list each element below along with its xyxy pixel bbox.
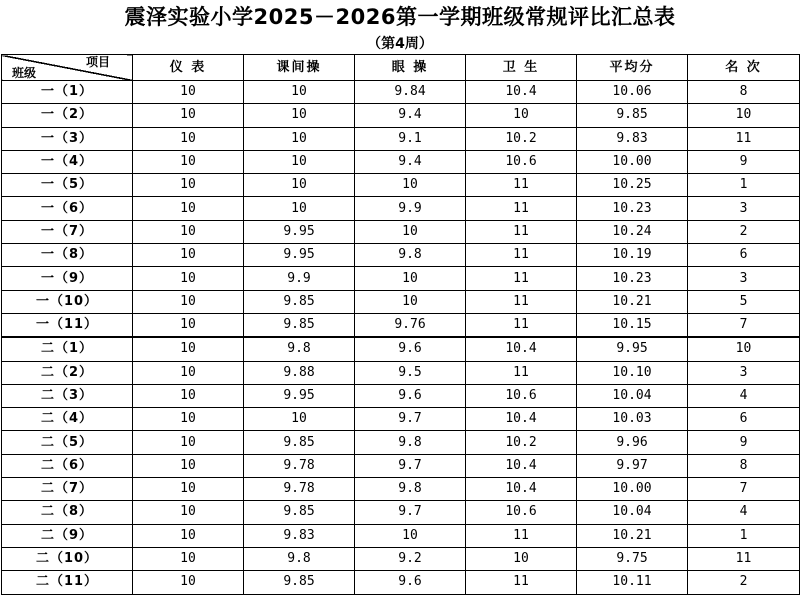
average-cell: 10.03 [577,408,688,431]
hygiene-cell: 10.4 [466,81,577,104]
exercise-cell: 9.78 [244,478,355,501]
hygiene-cell: 10 [466,547,577,570]
eye-exercise-cell: 9.1 [355,127,466,150]
corner-label-item: 项目 [85,55,110,69]
eye-exercise-cell: 10 [355,524,466,547]
appearance-cell: 10 [133,337,244,361]
table-row [2,408,800,431]
appearance-cell: 10 [133,290,244,313]
average-cell: 10.23 [577,267,688,290]
class-name-cell: 一（9） [2,267,133,290]
table-row [2,81,800,104]
rank-cell: 4 [688,384,800,407]
appearance-cell: 10 [133,478,244,501]
rank-cell: 10 [688,104,800,127]
table-row [2,337,800,361]
class-name-cell: 二（7） [2,478,133,501]
average-cell: 9.95 [577,337,688,361]
hygiene-cell: 10.6 [466,384,577,407]
exercise-cell: 10 [244,104,355,127]
appearance-cell: 10 [133,267,244,290]
rank-cell: 8 [688,454,800,477]
appearance-cell: 10 [133,384,244,407]
ranking-table [1,54,800,595]
class-name-cell: 一（8） [2,244,133,267]
average-cell: 10.23 [577,197,688,220]
corner-header-cell [2,55,133,81]
appearance-cell: 10 [133,174,244,197]
class-name-cell: 一（6） [2,197,133,220]
appearance-cell: 10 [133,244,244,267]
class-name-cell: 二（1） [2,337,133,361]
eye-exercise-cell: 9.6 [355,337,466,361]
rank-cell: 11 [688,547,800,570]
rank-cell: 2 [688,571,800,594]
average-cell: 10.11 [577,571,688,594]
eye-exercise-cell: 9.6 [355,384,466,407]
document-title: 震泽实验小学2025－2026第一学期班级常规评比汇总表 [124,5,676,29]
exercise-cell: 9.8 [244,337,355,361]
average-cell: 10.10 [577,361,688,384]
corner-label-class: 班级 [12,66,37,80]
eye-exercise-cell: 9.76 [355,313,466,337]
exercise-cell: 10 [244,150,355,173]
class-name-cell: 一（5） [2,174,133,197]
hygiene-cell: 10.4 [466,408,577,431]
table-row [2,244,800,267]
exercise-cell: 9.88 [244,361,355,384]
rank-cell: 10 [688,337,800,361]
class-name-cell: 二（10） [2,547,133,570]
rank-cell: 1 [688,174,800,197]
appearance-cell: 10 [133,408,244,431]
exercise-cell: 9.95 [244,384,355,407]
average-cell: 10.04 [577,384,688,407]
rank-cell: 1 [688,524,800,547]
rank-cell: 3 [688,197,800,220]
hygiene-cell: 11 [466,174,577,197]
average-cell: 10.24 [577,220,688,243]
hygiene-cell: 10.2 [466,127,577,150]
table-row [2,174,800,197]
exercise-cell: 10 [244,81,355,104]
appearance-cell: 10 [133,501,244,524]
column-header-average: 平均分 [577,55,688,81]
exercise-cell: 10 [244,174,355,197]
exercise-cell: 10 [244,408,355,431]
class-name-cell: 二（6） [2,454,133,477]
table-row [2,104,800,127]
appearance-cell: 10 [133,431,244,454]
average-cell: 10.15 [577,313,688,337]
column-header-rank: 名 次 [688,55,800,81]
appearance-cell: 10 [133,220,244,243]
appearance-cell: 10 [133,127,244,150]
class-name-cell: 一（2） [2,104,133,127]
average-cell: 10.04 [577,501,688,524]
rank-cell: 6 [688,244,800,267]
week-subtitle: （第4周） [367,36,433,52]
table-row [2,150,800,173]
eye-exercise-cell: 9.7 [355,501,466,524]
rank-cell: 5 [688,290,800,313]
hygiene-cell: 10.4 [466,454,577,477]
eye-exercise-cell: 9.5 [355,361,466,384]
table-row [2,127,800,150]
eye-exercise-cell: 9.9 [355,197,466,220]
table-row [2,197,800,220]
table-row [2,267,800,290]
hygiene-cell: 11 [466,267,577,290]
average-cell: 10.19 [577,244,688,267]
average-cell: 9.96 [577,431,688,454]
eye-exercise-cell: 10 [355,267,466,290]
eye-exercise-cell: 9.7 [355,454,466,477]
appearance-cell: 10 [133,197,244,220]
hygiene-cell: 11 [466,290,577,313]
hygiene-cell: 10.2 [466,431,577,454]
exercise-cell: 9.83 [244,524,355,547]
class-name-cell: 一（1） [2,81,133,104]
column-header-appearance: 仪 表 [133,55,244,81]
rank-cell: 3 [688,267,800,290]
eye-exercise-cell: 9.2 [355,547,466,570]
eye-exercise-cell: 9.7 [355,408,466,431]
rank-cell: 7 [688,313,800,337]
appearance-cell: 10 [133,104,244,127]
average-cell: 9.85 [577,104,688,127]
appearance-cell: 10 [133,454,244,477]
class-name-cell: 一（3） [2,127,133,150]
table-row [2,220,800,243]
table-row [2,361,800,384]
eye-exercise-cell: 9.8 [355,431,466,454]
appearance-cell: 10 [133,524,244,547]
appearance-cell: 10 [133,313,244,337]
table-row [2,454,800,477]
appearance-cell: 10 [133,150,244,173]
rank-cell: 8 [688,81,800,104]
rank-cell: 3 [688,361,800,384]
eye-exercise-cell: 9.8 [355,478,466,501]
exercise-cell: 9.9 [244,267,355,290]
table-row [2,571,800,594]
table-row [2,290,800,313]
appearance-cell: 10 [133,361,244,384]
eye-exercise-cell: 9.84 [355,81,466,104]
average-cell: 9.83 [577,127,688,150]
class-name-cell: 一（11） [2,313,133,337]
appearance-cell: 10 [133,571,244,594]
table-row [2,501,800,524]
class-name-cell: 二（9） [2,524,133,547]
appearance-cell: 10 [133,547,244,570]
hygiene-cell: 10.4 [466,337,577,361]
exercise-cell: 9.78 [244,454,355,477]
table-row [2,547,800,570]
hygiene-cell: 10 [466,104,577,127]
column-header-eye-exercise: 眼 操 [355,55,466,81]
hygiene-cell: 11 [466,524,577,547]
class-name-cell: 一（10） [2,290,133,313]
table-row [2,524,800,547]
class-name-cell: 一（7） [2,220,133,243]
exercise-cell: 9.85 [244,313,355,337]
rank-cell: 2 [688,220,800,243]
average-cell: 10.21 [577,290,688,313]
exercise-cell: 9.95 [244,220,355,243]
exercise-cell: 9.85 [244,290,355,313]
class-name-cell: 二（5） [2,431,133,454]
exercise-cell: 9.85 [244,501,355,524]
class-name-cell: 一（4） [2,150,133,173]
table-row [2,384,800,407]
hygiene-cell: 11 [466,313,577,337]
class-name-cell: 二（2） [2,361,133,384]
hygiene-cell: 10.4 [466,478,577,501]
hygiene-cell: 11 [466,197,577,220]
class-name-cell: 二（3） [2,384,133,407]
rank-cell: 7 [688,478,800,501]
average-cell: 9.97 [577,454,688,477]
class-name-cell: 二（11） [2,571,133,594]
exercise-cell: 9.8 [244,547,355,570]
exercise-cell: 9.95 [244,244,355,267]
exercise-cell: 9.85 [244,571,355,594]
table-row [2,431,800,454]
hygiene-cell: 11 [466,220,577,243]
column-header-exercise: 课间操 [244,55,355,81]
exercise-cell: 10 [244,127,355,150]
eye-exercise-cell: 9.6 [355,571,466,594]
exercise-cell: 10 [244,197,355,220]
appearance-cell: 10 [133,81,244,104]
header-row [2,55,800,81]
rank-cell: 9 [688,431,800,454]
table-row [2,478,800,501]
average-cell: 10.00 [577,478,688,501]
table-body [2,81,800,595]
average-cell: 10.06 [577,81,688,104]
class-name-cell: 二（4） [2,408,133,431]
hygiene-cell: 10.6 [466,501,577,524]
eye-exercise-cell: 10 [355,220,466,243]
eye-exercise-cell: 10 [355,174,466,197]
rank-cell: 6 [688,408,800,431]
exercise-cell: 9.85 [244,431,355,454]
eye-exercise-cell: 9.4 [355,104,466,127]
average-cell: 10.25 [577,174,688,197]
hygiene-cell: 11 [466,361,577,384]
hygiene-cell: 11 [466,244,577,267]
rank-cell: 11 [688,127,800,150]
eye-exercise-cell: 9.4 [355,150,466,173]
rank-cell: 4 [688,501,800,524]
class-name-cell: 二（8） [2,501,133,524]
average-cell: 10.21 [577,524,688,547]
eye-exercise-cell: 10 [355,290,466,313]
eye-exercise-cell: 9.8 [355,244,466,267]
column-header-hygiene: 卫 生 [466,55,577,81]
average-cell: 9.75 [577,547,688,570]
table-row [2,313,800,337]
hygiene-cell: 10.6 [466,150,577,173]
average-cell: 10.00 [577,150,688,173]
rank-cell: 9 [688,150,800,173]
hygiene-cell: 11 [466,571,577,594]
